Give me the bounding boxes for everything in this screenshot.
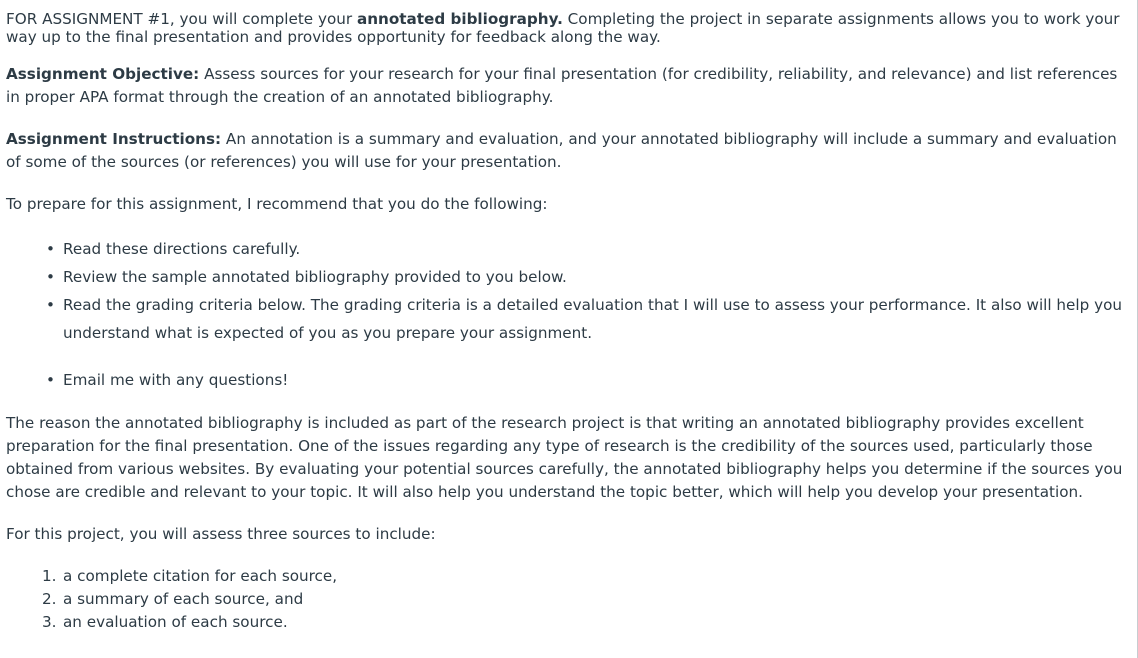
list-item-text: Read the grading criteria below. The grading criteria is a detailed evaluation that I will use to assess your performance. It also will help you understand what is expected of you as you prepare your assignment. [63,296,1122,342]
bullet-icon: • [46,296,55,314]
bullet-icon: • [46,371,55,389]
instructions-label: Assignment Instructions: [6,130,222,148]
list-item [42,611,1124,634]
intro-rest: Completing the project in separate assignments allows you to work your way up to the final presentation and provides opportunity for feedback along the way. [6,10,1120,46]
list-number: 3. [42,613,57,631]
bullet-icon: • [46,268,55,286]
list-number: 2. [42,590,57,608]
objective-text: Assess sources for your research for your final presentation (for credibility, reliability, and relevance) and list references in proper APA format through the creation of an annotated bibliography. [6,65,1118,106]
list-number: 1. [42,567,57,585]
list-item-text: a summary of each source, and [63,590,304,608]
list-item-text: Review the sample annotated bibliography provided to you below. [63,268,567,286]
list-item [46,263,1124,291]
list-item [42,565,1124,588]
bullet-icon: • [46,240,55,258]
list-item [42,588,1124,611]
assignment-content [6,10,1124,634]
prepare-paragraph: To prepare for this assignment, I recommend that you do the following: [6,195,548,213]
list-item-text: Read these directions carefully. [63,240,301,258]
prepare-steps-list [6,235,1124,394]
intro-bold: annotated bibliography. [356,10,563,28]
intro-lead: FOR ASSIGNMENT #1, you will complete your [6,10,357,28]
project-paragraph: For this project, you will assess three sources to include: [6,525,436,543]
intro-paragraph [6,10,1124,46]
list-item [46,291,1124,347]
instructions-paragraph [6,128,1124,174]
list-item [46,366,1124,394]
objective-paragraph [6,63,1124,109]
reason-paragraph: The reason the annotated bibliography is included as part of the research project is that writing an annotated bibliography provides excellent preparation for the final presentation. One of the issues regarding any type of research is the credibility of the sources used, particularly those obtained from various websites. By evaluating your potential sources carefully, the annotated bibliography helps you determine if the sources you chose are credible and relevant to your topic. It will also help you understand the topic better, which will help you develop your presentation. [6,414,1123,501]
objective-label: Assignment Objective: [6,65,200,83]
list-item-text: Email me with any questions! [63,371,289,389]
list-item-text: a complete citation for each source, [63,567,338,585]
project-items-list [6,565,1124,634]
instructions-text: An annotation is a summary and evaluation, and your annotated bibliography will include a summary and evaluation of some of the sources (or references) you will use for your presentation. [6,130,1117,171]
list-item-text: an evaluation of each source. [63,613,288,631]
list-item [46,235,1124,263]
